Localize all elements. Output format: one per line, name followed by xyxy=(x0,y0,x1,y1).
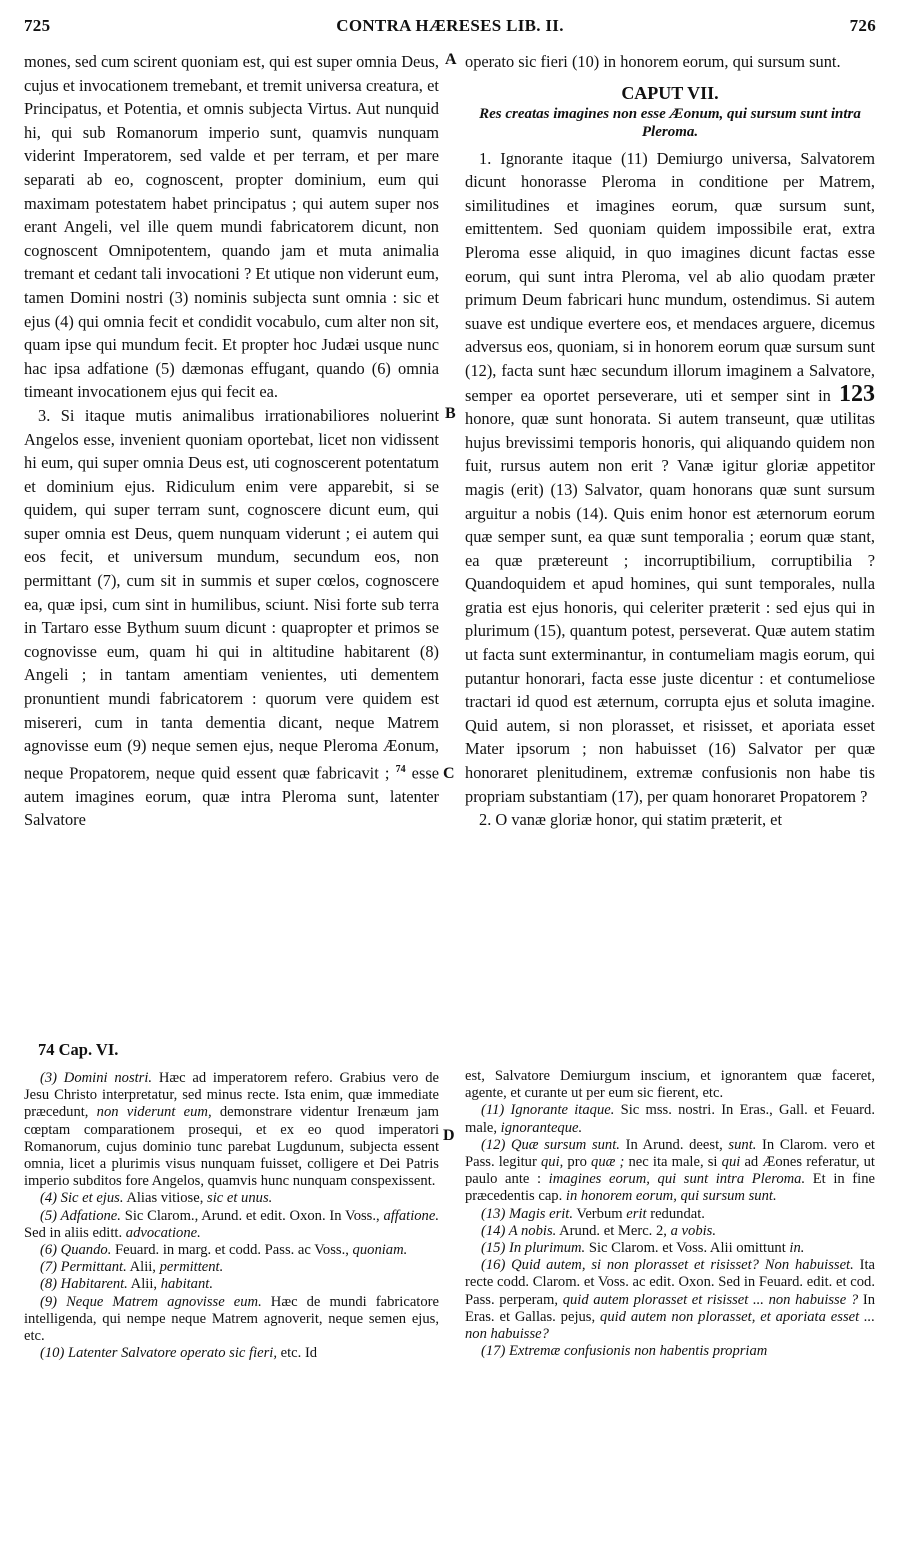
footnote: (14) A nobis. Arund. et Merc. 2, a vobis. xyxy=(481,1222,716,1239)
section-label: 74 Cap. VI. xyxy=(38,1040,119,1059)
footnotes-left xyxy=(24,1070,439,1362)
paragraph-text: esse autem imagines eorum, quæ intra Pleroma sunt, latenter Salvatore xyxy=(24,763,439,830)
paragraph-text: honore, quæ sunt honorata. Si autem transeunt, quæ utilitas hujus brevissimi temporis honoris, qui aliquando quidem non fuit, rursus autem non erit ? Vanæ igitur gloriæ appetitor magis (erit) (13) Salvator, quam honorans quæ sunt sursum arguitur a nobis (14). Quis enim honor est æternorum eorum quæ semper sunt, ea quæ sunt temporalia ; eorum quæ stant, ea quæ prætereunt ; incorruptibilium, corruptibilia ? Quandoquidem et apud homines, qui sunt temporales, nulla gratia est ejus honoris, qui celeriter præterit : sed ejus qui in plurimum (15), quantum potest, perseverat. Quæ autem statim ut facta sunt exterminantur, in contumeliam magis eorum, qui putantur honorari, facta esse juste dicentur : et contumeliose tractari id quod est æternum, corrupta ejus et soluta imagine. Quid autem, si non plorasset, et risisset, et aporiata esset Mater ipsorum ; non habuisset (16) Salvator per quæ honoraret plenitudinem, extremæ confusionis non habe tis propriam substantiam (17), per quam honoraret Propatorem ? xyxy=(465,409,875,806)
page-header xyxy=(24,16,876,42)
right-page-number: 726 xyxy=(849,16,876,35)
footnote: (12) Quæ sursum sunt. In Arund. deest, sunt. In Clarom. vero et Pass. legitur qui, pro quæ ; nec ita male, si qui ad Æones referatur, ut paulo ante : imagines eorum, qui sunt intra Pleroma. Et in fine præcedentis cap. in honorem eorum, qui sursum sunt. xyxy=(465,1136,875,1205)
paragraph xyxy=(465,147,875,809)
paragraph: operato sic fieri (10) in honorem eorum, qui sursum sunt. xyxy=(465,52,841,71)
paragraph xyxy=(24,404,439,832)
margin-letter-d: D xyxy=(443,1127,455,1144)
footnote: (3) Domini nostri. Hæc ad imperatorem refero. Grabius vero de Jesu Christo interpretatur, sed minus recte. Ista enim, quæ immediate præcedunt, non viderunt eum, demonstrare videntur Irenæum jam cœptam comparationem prosequi, et ex eo quod imperatori Romanorum, cujus dominio tunc parebat Lugdunum, subjecta essent omnia, licet a plurimis visus nunquam fuisset, colligere et Dei Patris imperio subditos fore Angelos, quamvis hunc nunquam conspexissent. xyxy=(24,1070,439,1190)
footnote: (16) Quid autem, si non plorasset et risisset? Non habuisset. Ita recte codd. Clarom. et Voss. ac edit. Oxon. Sed in Feuard. edit. et cod. Pass. perperam, quid autem plorasset et risisset ... non habuisse ? In Eras. et Gallas. pejus, quid autem non plorasset, et aporiata esset ... non habuisse? xyxy=(465,1257,876,1343)
footnotes-right xyxy=(465,1068,875,1360)
footnote: (10) Latenter Salvatore operato sic fieri, etc. Id xyxy=(40,1345,318,1362)
footnote-continuation: est, Salvatore Demiurgum inscium, et ignorantem quæ faceret, agente, et curante ut per eum sic fierent, etc. xyxy=(465,1068,875,1102)
footnote: (13) Magis erit. Verbum erit redundat. xyxy=(481,1205,705,1222)
paragraph-text: 3. Si itaque mutis animalibus irrationabiliores noluerint Angelos esse, invenient quoniam oportebat, licet non vidissent hi eum, qui super omnia Deus est, uti cognoscerent potentatum et dominium ejus. Ridiculum enim vere apparebit, si se quidem, qui super terram sunt, cognoscere dicunt eum, qui super omnia est Deus, quem nunquam viderunt ; ei autem qui eos fecit, et universum mundum, secundum eos, non permittant (7), cum sit in summis et super cœlos, cognoscere ea, quæ ipsi, cum sint in humilibus, sciunt. Nisi forte sub terra in Tartaro esse Bythum suum dicunt : quapropter et primos se cognovisse eum, quam hi qui in altitudine habitarent (8) Angeli ; in tantam amentiam venientes, uti dementem pronuntient mundi fabricatorem : quorum vere quidem est misereri, cum in tanta dementia dicant, neque Matrem agnovisse eum (9) neque semen ejus, neque Pleroma Æonum, neque Propatorem, neque quid essent quæ fabricavit ; xyxy=(24,405,439,783)
right-text-column xyxy=(465,50,875,832)
margin-letter-b: B xyxy=(445,405,456,422)
chapter-heading: CAPUT VII. xyxy=(621,82,719,103)
footnote: (11) Ignorante itaque. Sic mss. nostri. In Eras., Gall. et Feuard. male, ignoranteque. xyxy=(465,1102,875,1136)
column-number: 123 xyxy=(839,380,875,407)
footnote: (17) Extremæ confusionis non habentis propriam xyxy=(481,1343,768,1360)
footnote: (7) Permittant. Alii, permittent. xyxy=(40,1259,224,1276)
footnote: (8) Habitarent. Alii, habitant. xyxy=(40,1276,213,1293)
paragraph: 2. O vanæ gloriæ honor, qui statim præterit, et xyxy=(479,810,782,830)
footnote: (4) Sic et ejus. Alias vitiose, sic et unus. xyxy=(40,1190,273,1207)
left-text-column xyxy=(24,50,439,832)
footnote: (9) Neque Matrem agnovisse eum. Hæc de mundi fabricatore intelligenda, qui nempe neque Matrem agnoverit, neque semen ejus, etc. xyxy=(24,1293,439,1345)
footnote: (15) In plurimum. Sic Clarom. et Voss. Alii omittunt in. xyxy=(481,1240,805,1257)
paragraph-text: 1. Ignorante itaque (11) Demiurgo universa, Salvatorem dicunt honorasse Pleroma in conditione per Matrem, similitudines et imagines eorum, quæ sursum sunt, emittentem. Sed quoniam quidem impossibile erat, extra Pleroma esse aliquid, in quo imagines dicunt factas esse eorum, qui sunt intra Pleroma, vel ab alio quodam præter primum Deum fabricari hunc mundum, ostendimus. Si autem suave est undique evertere eos, et mendaces arguere, dicemus adversus eos, quoniam, si in honorem eorum quæ sursum sunt (12), facta sunt hæc secundum illorum imaginem a Salvatore, semper ea oportet perseverare, uti et semper sint in xyxy=(465,148,875,405)
left-page-number: 725 xyxy=(24,16,51,35)
chapter-summary: Res creatas imagines non esse Æonum, qui sursum sunt intra Pleroma. xyxy=(479,105,861,140)
margin-letter-a: A xyxy=(445,51,457,68)
footnote: (5) Adfatione. Sic Clarom., Arund. et edit. Oxon. In Voss., affatione. Sed in aliis editt. advocatione. xyxy=(24,1207,439,1241)
footnote: (6) Quando. Feuard. in marg. et codd. Pass. ac Voss., quoniam. xyxy=(40,1242,408,1259)
running-title: CONTRA HÆRESES LIB. II. xyxy=(336,16,564,35)
paragraph: mones, sed cum scirent quoniam est, qui est super omnia Deus, cujus et invocationem tremebant, et tremit universa creatura, et Principatus, et Potentia, et omnis subjecta Virtus. Aut nunquid hi, qui sub Romanorum imperio sunt, quamvis nunquam viderint Imperatorem, sed valde et per terram, et per mare separati ab eo, cognoscent, propter dominium, eum qui maximam potestatem habet principatus ; qui autem super nos erant Angeli, vel ille quem mundi fabricatorem dicunt, non cognoscent Omnipotentem, quando jam et muta animalia tremant et cedant tali invocationi ? Et utique non viderunt eum, tamen Domini nostri (3) nominis subjecta sunt omnia : sic et ejus (4) qui omnia fecit et condidit vocabulo, cum alter non sit, quam ipse qui mundum fecit. Et propter hoc Judæi usque nunc hac ipsa adfatione (5) dæmonas effugant, quando (6) omnia timeant invocationem ejus qui fecit ea. xyxy=(24,52,439,402)
folio-marker: 74 xyxy=(395,763,406,775)
margin-letter-c: C xyxy=(443,765,455,782)
